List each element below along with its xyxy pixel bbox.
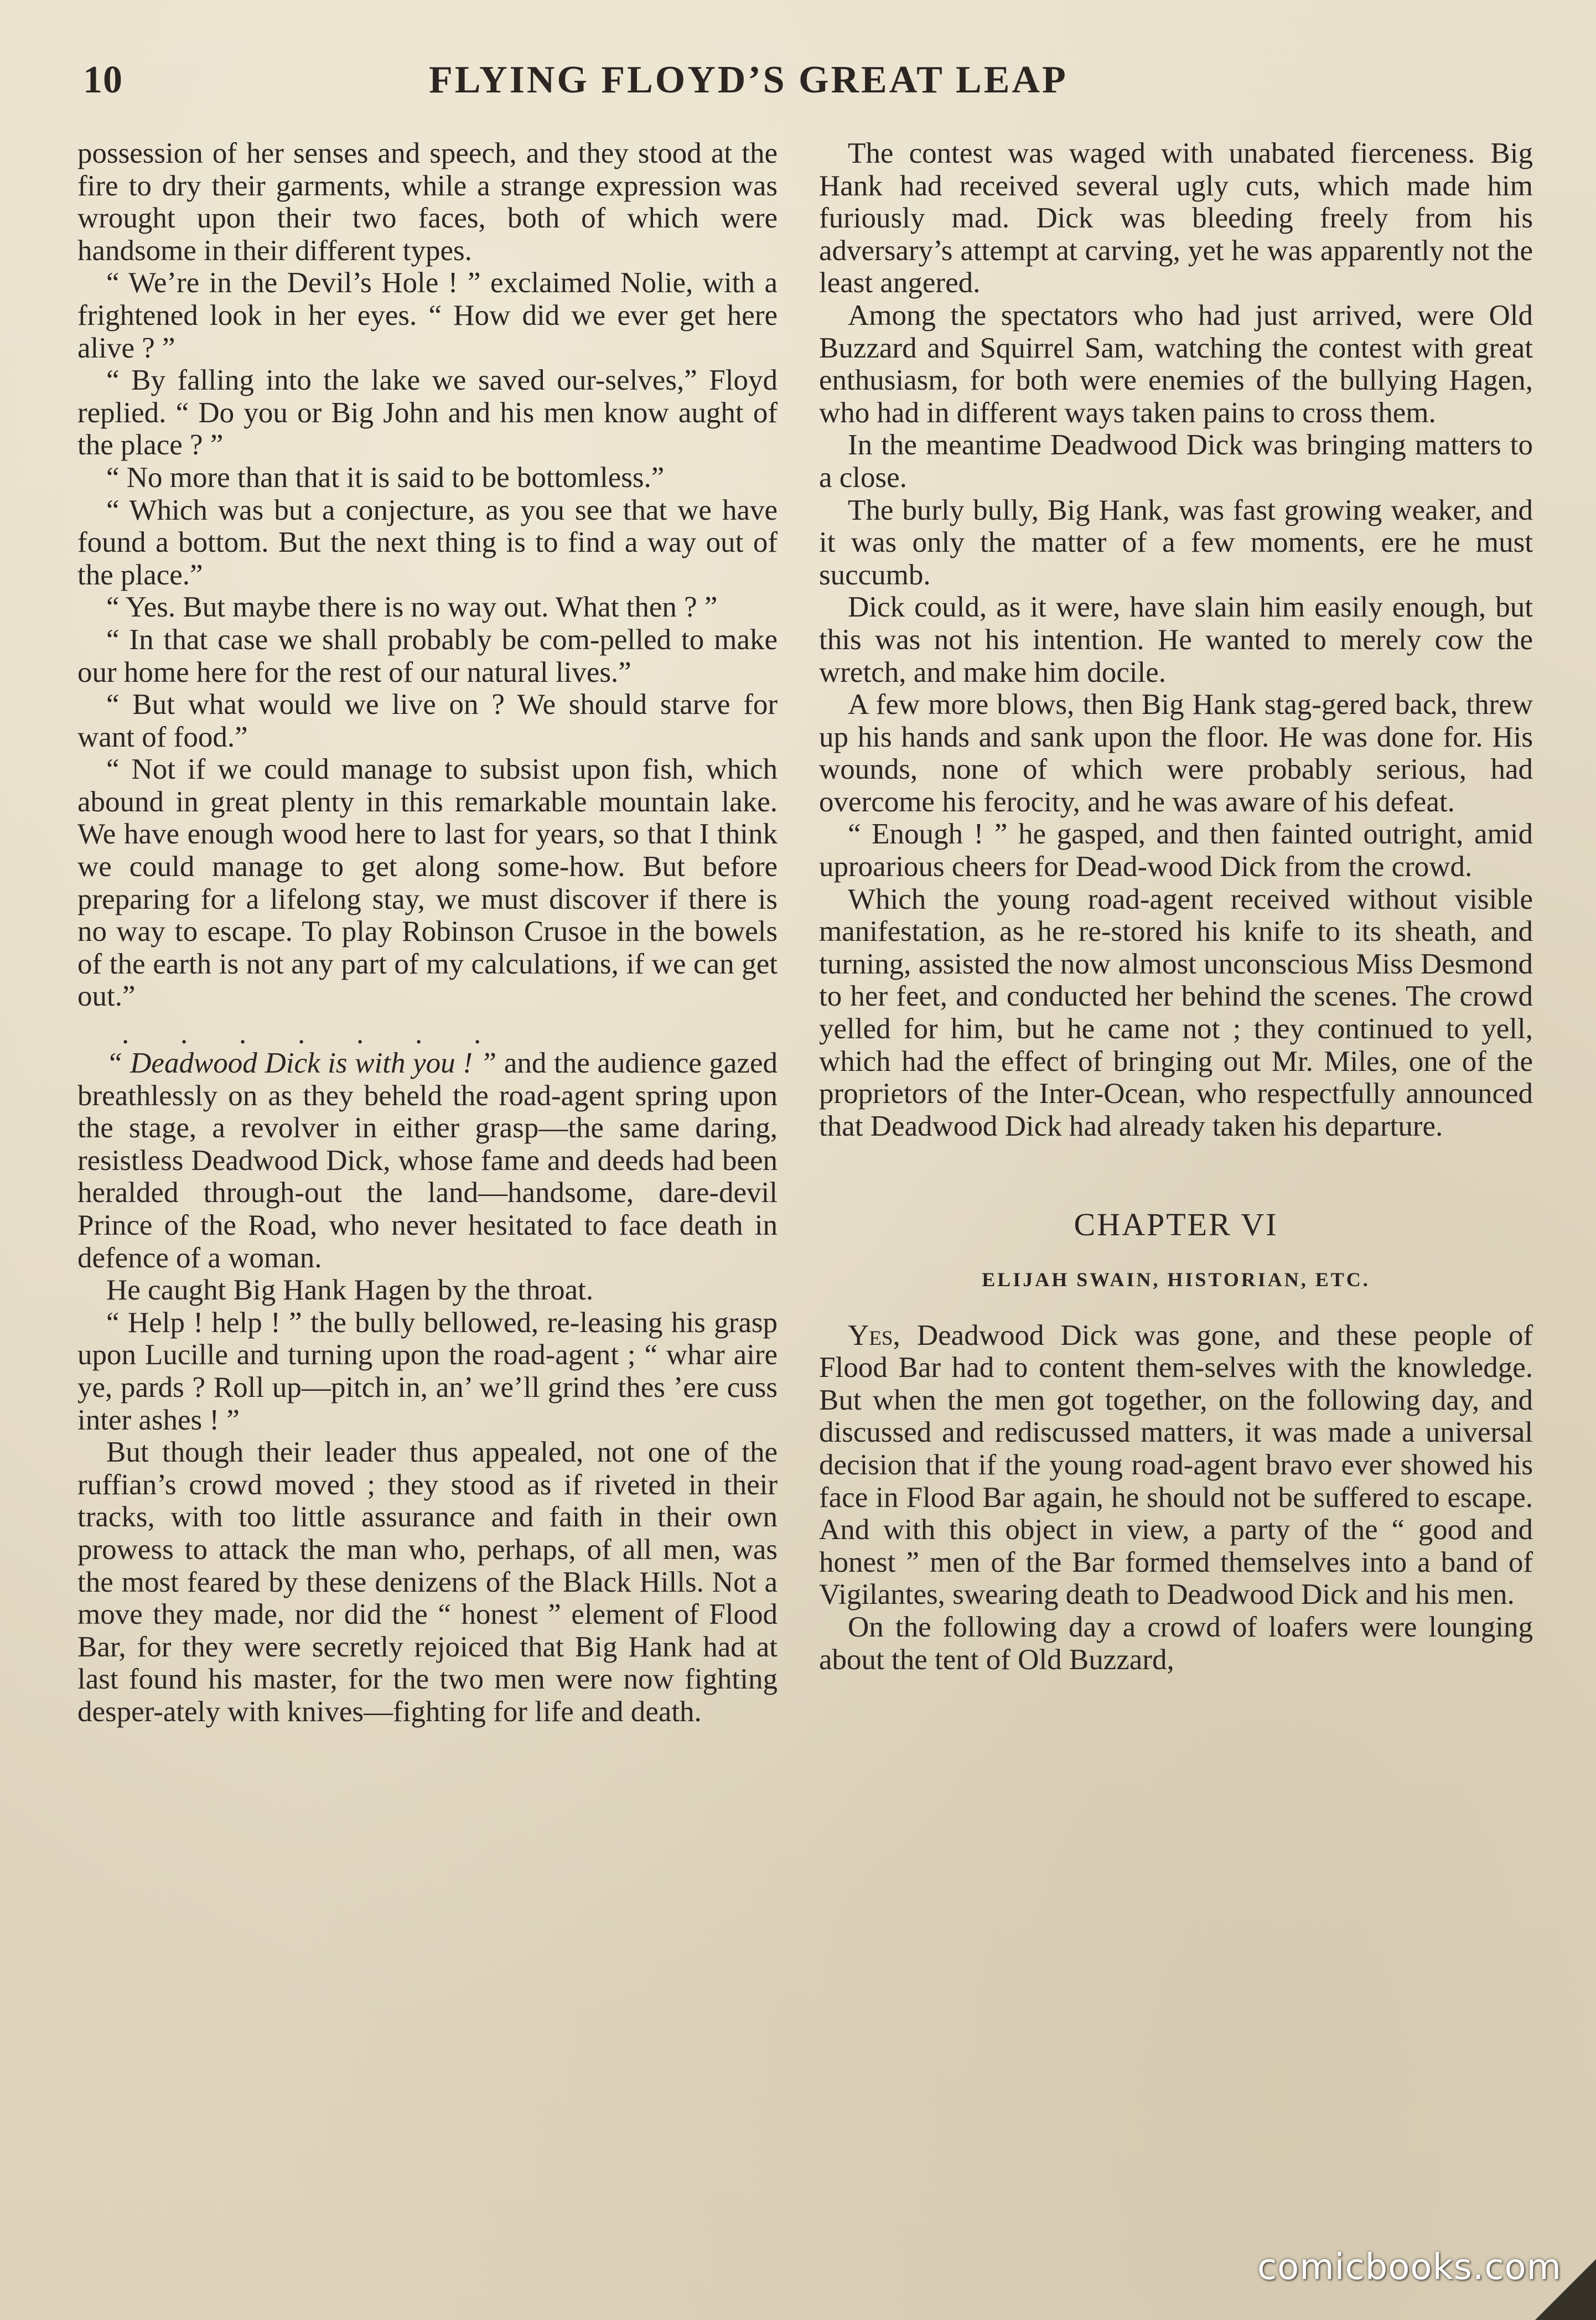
paragraph: Which the young road-agent received without visible manifestation, as he re-stored his knife to its sheath, and turning, assisted the now almost unconscious Miss Desmond to her feet, and conducted her behind the scenes. The crowd yelled for him, but he came not ; they continued to yell, which had the effect of bringing out Mr. Miles, one of the proprietors of the Inter-Ocean, who respectfully announced that Deadwood Dick had already taken his departure. (819, 883, 1533, 1142)
left-column (77, 137, 778, 1728)
paragraph: “ But what would we live on ? We should starve for want of food.” (77, 688, 778, 753)
running-title: FLYING FLOYD’S GREAT LEAP (429, 59, 1068, 101)
paragraph: “ Help ! help ! ” the bully bellowed, re-leasing his grasp upon Lucille and turning upon the road-agent ; “ whar aire ye, pards ? Roll up—pitch in, an’ we’ll grind thes ’ere cuss inter ashes ! ” (77, 1306, 778, 1436)
paragraph: On the following day a crowd of loafers were lounging about the tent of Old Buzzard, (819, 1610, 1533, 1676)
paragraph: possession of her senses and speech, and they stood at the fire to dry their garments, while a strange expression was wrought upon their two faces, both of which were handsome in their different types. (77, 137, 778, 267)
paragraph: “ Yes. But maybe there is no way out. What then ? ” (106, 591, 718, 624)
right-column (819, 137, 1533, 1676)
paragraph: “ In that case we shall probably be com-pelled to make our home here for the rest of our natural lives.” (77, 623, 778, 688)
scene-break (77, 1018, 778, 1050)
paragraph: “ Not if we could manage to subsist upon fish, which abound in great plenty in this remarkable mountain lake. We have enough wood here to last for years, so that I think we could manage to get along some-how. But before preparing for a lifelong stay, we must discover if there is no way to escape. To play Robinson Crusoe in the bowels of the earth is not any part of my calculations, if we can get out.” (77, 753, 778, 1013)
paragraph: Among the spectators who had just arrived, were Old Buzzard and Squirrel Sam, watching the contest with great enthusiasm, for both were enemies of the bullying Hagen, who had in different ways taken pains to cross them. (819, 299, 1533, 429)
paragraph: “ Which was but a conjecture, as you see that we have found a bottom. But the next thing is to find a way out of the place.” (77, 494, 778, 591)
paragraph: “ Enough ! ” he gasped, and then fainted outright, amid uproarious cheers for Dead-wood Dick from the crowd. (819, 818, 1533, 883)
paragraph: The contest was waged with unabated fierceness. Big Hank had received several ugly cuts, which made him furiously mad. Dick was bleeding freely from his adversary’s attempt at carving, yet he was apparently not the least angered. (819, 137, 1533, 299)
paragraph: A few more blows, then Big Hank stag-gered back, threw up his hands and sank upon the floor. He was done for. His wounds, none of which were probably serious, had overcome his ferocity, and he was aware of his defeat. (819, 688, 1533, 818)
paragraph: “ We’re in the Devil’s Hole ! ” exclaimed Nolie, with a frightened look in her eyes. “ How did we ever get here alive ? ” (77, 267, 778, 364)
page-header (83, 58, 1513, 119)
chapter-subtitle: ELIJAH SWAIN, HISTORIAN, ETC. (982, 1268, 1370, 1291)
quote-continuation: and the audience gazed breathlessly on as they beheld the road-agent spring upon the stage, a revolver in either grasp—the same daring, resistless Deadwood Dick, whose fame and deeds had been heralded through-out the land—handsome, dare-devil Prince of the Road, who never hesitated to face death in defence of a woman. (77, 1047, 778, 1274)
paragraph: But though their leader thus appealed, not one of the ruffian’s crowd moved ; they stood as if riveted in their tracks, with too little assurance and faith in their own prowess to attack the man who, perhaps, of all men, was the most feared by these denizens of the Black Hills. Not a move they made, nor did the “ honest ” element of Flood Bar, for they were secretly rejoiced that Big Hank had at last found his master, for the two men were now fighting desper-ately with knives—fighting for life and death. (77, 1436, 778, 1728)
italic-quote: “ Deadwood Dick is with you ! ” (106, 1047, 497, 1080)
watermark: comicbooks.com (1257, 2247, 1562, 2288)
paragraph: “ By falling into the lake we saved our-selves,” Floyd replied. “ Do you or Big John and his men know aught of the place ? ” (77, 364, 778, 462)
paragraph (77, 1047, 778, 1274)
chapter-title: CHAPTER VI (1074, 1206, 1278, 1243)
paragraph: He caught Big Hank Hagen by the throat. (106, 1274, 594, 1307)
chapter-first-paragraph: Deadwood Dick was gone, and these people of Flood Bar had to content them-selves with the knowledge. But when the men got together, on the following day, and discussed and rediscussed matters, it was made a universal decision that if the young road-agent bravo ever showed his face in Flood Bar again, he should not be suffered to escape. And with this object in view, a party of the “ good and honest ” men of the Bar formed themselves into a band of Vigilantes, swearing death to Deadwood Dick and his men. (819, 1319, 1533, 1611)
chapter-lead-word: Yes, (848, 1319, 900, 1351)
paragraph: “ No more than that it is said to be bottomless.” (106, 461, 665, 494)
paragraph: The burly bully, Big Hank, was fast growing weaker, and it was only the matter of a few moments, ere he must succumb. (819, 494, 1533, 591)
scene-break-dots: . . . . . . . (122, 1018, 481, 1050)
paragraph: Dick could, as it were, have slain him easily enough, but this was not his intention. He wanted to merely cow the wretch, and make him docile. (819, 591, 1533, 688)
paragraph (819, 1319, 1533, 1611)
paragraph: In the meantime Deadwood Dick was bringing matters to a close. (819, 429, 1533, 494)
page-number: 10 (83, 59, 123, 101)
